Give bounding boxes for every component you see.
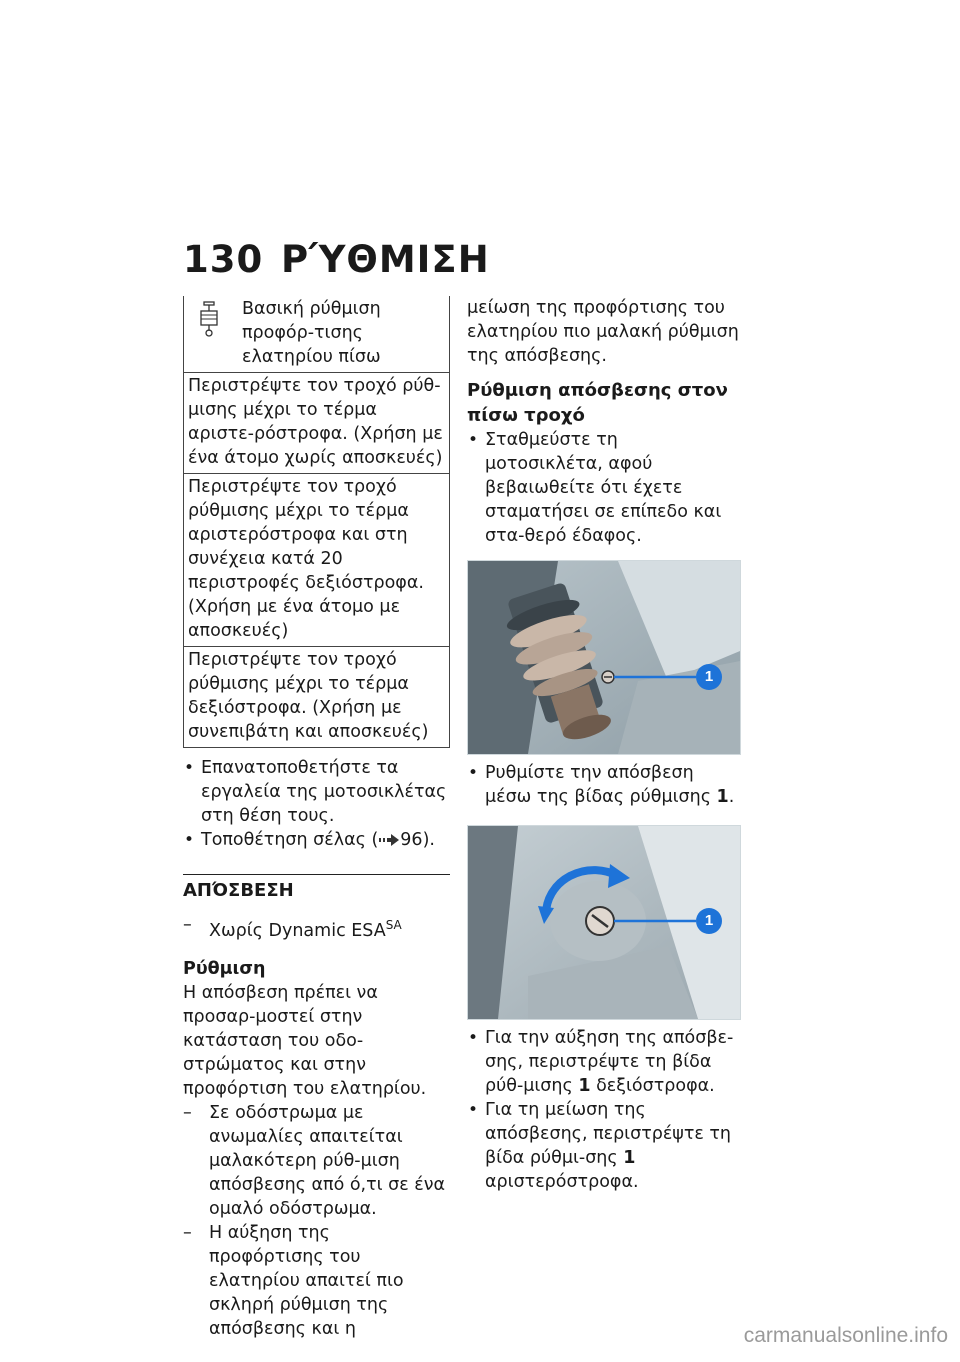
- bullet-item: [467, 1026, 739, 1098]
- callout-1: 1: [696, 908, 722, 934]
- page-ref-arrow-icon[interactable]: [378, 830, 400, 850]
- screw-ref: 1: [578, 1076, 591, 1096]
- continued-text: μείωση της προφόρτισης του ελατηρίου πιο μαλακή ρύθμιση της απόσβεσης.: [467, 298, 739, 366]
- subheading: Ρύθμιση: [183, 958, 266, 979]
- bullet-item: [467, 761, 739, 809]
- photo-damping-screw: [467, 560, 741, 755]
- page-ref-link[interactable]: 96: [400, 830, 423, 850]
- dash-item: [183, 1221, 450, 1341]
- bullet-item-seat: [183, 828, 450, 852]
- screw-ref: 1: [716, 787, 729, 807]
- bullet-text: Ρυθμίστε την απόσβεση μέσω της βίδας ρύθμισης: [485, 763, 717, 807]
- table-row: Περιστρέψτε τον τροχό ρύθμισης μέχρι το τέρμα αριστερόστροφα και στη συνέχεια κατά 20 περιστροφές δεξιόστροφα. (Χρήση με ένα άτομο με αποσκευές): [184, 473, 449, 646]
- page-title: ΡΎΘΜΙΣΗ: [281, 238, 490, 281]
- page-header: [183, 238, 490, 281]
- table-header-text: Βασική ρύθμιση προφόρ-τισης ελατηρίου πίσω: [242, 299, 381, 367]
- preload-table: [183, 296, 450, 748]
- dash-text: Η αύξηση της προφόρτισης του ελατηρίου απαιτεί πιο σκληρή ρύθμιση της απόσβεσης και η: [209, 1222, 404, 1339]
- table-row: Περιστρέψτε τον τροχό ρύθ-μισης μέχρι το τέρμα αριστε-ρόστροφα. (Χρήση με ένα άτομο χωρίς αποσκευές): [184, 372, 449, 473]
- spring-strut-icon: [188, 297, 242, 344]
- bullet-item: [467, 1098, 739, 1194]
- bullet-item: • Επανατοποθετήστε τα εργαλεία της μοτοσικλέτας στη θέση τους.: [183, 756, 450, 828]
- bullet-text: δεξιόστροφα.: [590, 1076, 715, 1096]
- table-header-row: [184, 296, 449, 372]
- paragraph: Η απόσβεση πρέπει να προσαρ-μοστεί στην κατάσταση του οδο-στρώματος και στην προφόρτιση του ελατηρίου.: [183, 982, 427, 1099]
- callout-1: 1: [696, 664, 722, 690]
- bullet-item: • Σταθμεύστε τη μοτοσικλέτα, αφού βεβαιωθείτε ότι έχετε σταματήσει σε επίπεδο και στα-θερό έδαφος.: [467, 428, 739, 548]
- bullet-text: αριστερόστροφα.: [485, 1172, 639, 1192]
- bullet-text: Τοποθέτηση σέλας (: [201, 830, 379, 850]
- bullet-text: Για την αύξηση της απόσβε-σης, περιστρέψτε τη βίδα ρύθ-μισης: [485, 1028, 734, 1096]
- dash-text: Σε οδόστρωμα με ανωμαλίες απαιτείται μαλακότερη ρύθ-μιση απόσβεσης από ό,τι σε ένα ομαλό οδόστρωμα.: [209, 1102, 446, 1219]
- bullet-text: Για τη μείωση της απόσβεσης, περιστρέψτε τη βίδα ρύθμι-σης: [485, 1100, 732, 1168]
- screw-ref: 1: [623, 1148, 636, 1168]
- table-row: Περιστρέψτε τον τροχό ρύθμισης μέχρι το τέρμα δεξιόστροφα. (Χρήση με συνεπιβάτη και αποσκευές): [184, 646, 449, 747]
- dash-item: [183, 1101, 450, 1221]
- dash-mark: –: [183, 1102, 192, 1123]
- right-column: [467, 296, 739, 1194]
- subheading: Ρύθμιση απόσβεσης στον πίσω τροχό: [467, 380, 728, 426]
- watermark: carmanualsonline.info: [743, 1324, 948, 1347]
- bullet-text: ).: [422, 830, 435, 850]
- condition-line: [183, 913, 450, 943]
- condition-text: Χωρίς Dynamic ESA: [209, 920, 386, 941]
- left-column: [183, 296, 450, 1341]
- section-title: ΑΠΌΣΒΕΣΗ: [183, 874, 450, 903]
- dash-mark: –: [183, 1222, 192, 1243]
- photo-screw-rotation: [467, 825, 741, 1020]
- dash-mark: –: [183, 915, 192, 935]
- sa-superscript: SA: [385, 918, 402, 932]
- bullet-text: .: [728, 787, 735, 807]
- page-number: 130: [183, 238, 264, 281]
